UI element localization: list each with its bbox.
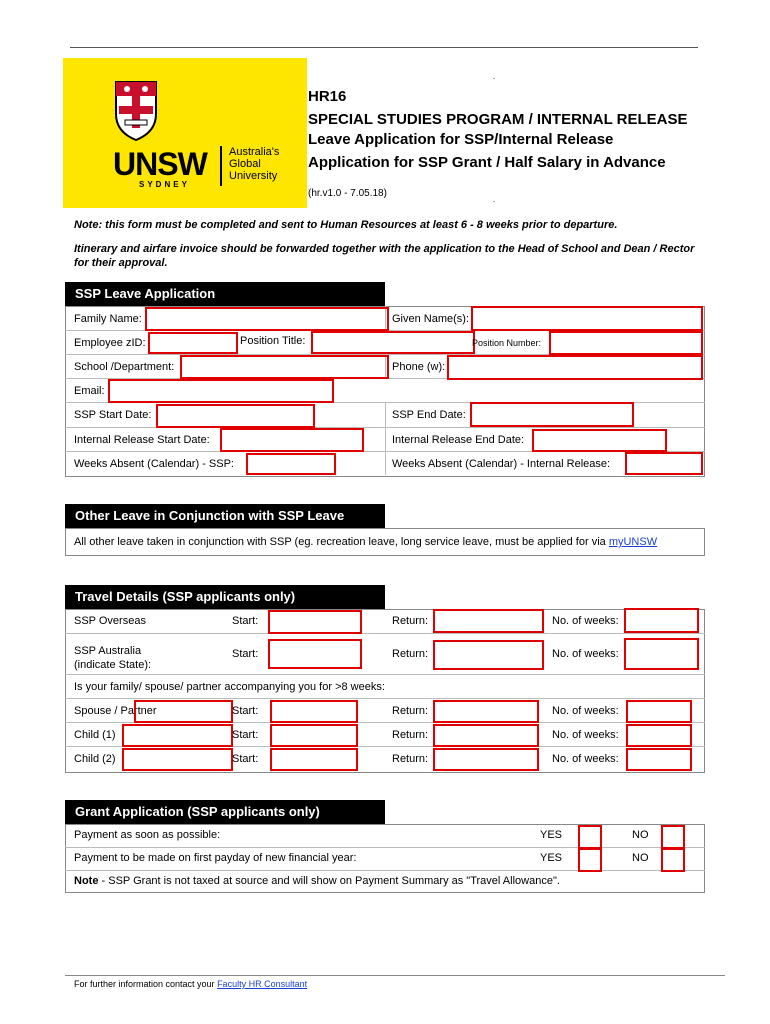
phone-field[interactable] — [447, 355, 703, 380]
ssp-australia-state-label: (indicate State): — [74, 659, 152, 671]
weeks-ssp-label: Weeks Absent (Calendar) - SSP: — [74, 458, 234, 470]
grant-tax-note: Note - SSP Grant is not taxed at source and will show on Payment Summary as "Travel Allowance". — [74, 875, 560, 887]
section-grant: Grant Application (SSP applicants only) — [65, 800, 385, 824]
ssp-australia-label: SSP Australia — [74, 645, 142, 657]
school-department-field[interactable] — [180, 355, 389, 379]
top-rule — [70, 47, 698, 48]
decor-dot: . — [493, 195, 496, 204]
payment-fy-yes-label: YES — [540, 852, 563, 864]
child2-name-field[interactable] — [122, 748, 233, 771]
position-title-label: Position Title: — [240, 335, 306, 347]
unsw-logo — [63, 58, 307, 208]
child2-weeks-label: No. of weeks: — [552, 753, 619, 765]
faculty-hr-link[interactable]: Faculty HR Consultant — [217, 979, 308, 989]
payment-asap-no-label: NO — [632, 829, 649, 841]
child2-start-label: Start: — [232, 753, 259, 765]
employee-zid-field[interactable] — [148, 332, 238, 354]
overseas-start-label: Start: — [232, 615, 259, 627]
given-names-label: Given Name(s): — [392, 313, 470, 325]
ssp-overseas-label: SSP Overseas — [74, 615, 146, 627]
australia-weeks-field[interactable] — [624, 638, 699, 670]
employee-zid-label: Employee zID: — [74, 337, 146, 349]
position-number-field[interactable] — [549, 331, 703, 355]
phone-label: Phone (w): — [392, 361, 446, 373]
row-divider — [65, 633, 705, 634]
form-title-2: Leave Application for SSP/Internal Release — [308, 131, 614, 148]
logo-wordmark: UNSW — [113, 146, 207, 182]
child1-start-label: Start: — [232, 729, 259, 741]
note-itinerary: Itinerary and airfare invoice should be forwarded together with the application to the Head of School and Dean / Rector for their approval. — [74, 243, 695, 269]
logo-city: SYDNEY — [139, 180, 190, 189]
ir-end-label: Internal Release End Date: — [392, 434, 525, 446]
crest-icon — [113, 80, 159, 142]
child2-return-field[interactable] — [433, 748, 539, 771]
spouse-start-field[interactable] — [270, 700, 358, 723]
school-department-label: School /Department: — [74, 361, 175, 373]
overseas-return-field[interactable] — [433, 609, 544, 633]
email-field[interactable] — [108, 379, 334, 403]
email-label: Email: — [74, 385, 105, 397]
other-leave-text: All other leave taken in conjunction with SSP (eg. recreation leave, long service leave, must be applied for via myUNSW — [74, 536, 658, 548]
child1-weeks-field[interactable] — [626, 724, 692, 747]
decor-dot: . — [493, 72, 496, 81]
ssp-end-field[interactable] — [470, 402, 634, 427]
row-divider — [65, 870, 705, 871]
overseas-weeks-field[interactable] — [624, 608, 699, 633]
weeks-ir-field[interactable] — [625, 452, 703, 475]
child1-name-field[interactable] — [122, 724, 233, 747]
col-divider — [385, 402, 386, 475]
form-code: HR16 — [308, 88, 347, 105]
spouse-weeks-field[interactable] — [626, 700, 692, 723]
payment-fy-yes-checkbox[interactable] — [578, 848, 602, 872]
australia-return-field[interactable] — [433, 640, 544, 670]
spouse-return-label: Return: — [392, 705, 429, 717]
family-name-field[interactable] — [145, 307, 389, 331]
section-ssp-leave: SSP Leave Application — [65, 282, 385, 306]
ir-start-label: Internal Release Start Date: — [74, 434, 210, 446]
payment-fy-no-checkbox[interactable] — [661, 848, 685, 872]
given-names-field[interactable] — [471, 306, 703, 331]
form-title-3: Application for SSP Grant / Half Salary in Advance — [308, 154, 666, 171]
payment-asap-yes-label: YES — [540, 829, 563, 841]
child1-label: Child (1) — [74, 729, 116, 741]
row-divider — [65, 847, 705, 848]
australia-start-label: Start: — [232, 648, 259, 660]
australia-return-label: Return: — [392, 648, 429, 660]
myunsw-link[interactable]: myUNSW — [608, 536, 658, 548]
child1-start-field[interactable] — [270, 724, 358, 747]
overseas-return-label: Return: — [392, 615, 429, 627]
child1-return-label: Return: — [392, 729, 429, 741]
section-other-leave: Other Leave in Conjunction with SSP Leave — [65, 504, 385, 528]
row-divider — [65, 674, 705, 675]
payment-asap-label: Payment as soon as possible: — [74, 829, 221, 841]
payment-asap-yes-checkbox[interactable] — [578, 825, 602, 849]
payment-asap-no-checkbox[interactable] — [661, 825, 685, 849]
ssp-end-label: SSP End Date: — [392, 409, 466, 421]
spouse-start-label: Start: — [232, 705, 259, 717]
note-deadline: Note: this form must be completed and sent to Human Resources at least 6 - 8 weeks prior to departure. — [74, 219, 618, 231]
logo-divider — [220, 146, 222, 186]
spouse-name-field[interactable] — [134, 700, 233, 723]
payment-fy-no-label: NO — [632, 852, 649, 864]
position-title-field[interactable] — [311, 331, 475, 354]
child1-weeks-label: No. of weeks: — [552, 729, 619, 741]
weeks-ssp-field[interactable] — [246, 453, 336, 475]
form-title-1: SPECIAL STUDIES PROGRAM / INTERNAL RELEASE — [308, 111, 688, 128]
child2-start-field[interactable] — [270, 748, 358, 771]
child1-return-field[interactable] — [433, 724, 539, 747]
spouse-return-field[interactable] — [433, 700, 539, 723]
row-divider — [65, 698, 705, 699]
footer-text: For further information contact your Faculty HR Consultant — [74, 979, 308, 989]
ir-end-field[interactable] — [532, 429, 667, 452]
weeks-ir-label: Weeks Absent (Calendar) - Internal Release: — [392, 458, 611, 470]
logo-tagline: Australia's Global University — [229, 146, 280, 182]
australia-weeks-label: No. of weeks: — [552, 648, 619, 660]
position-number-label: Position Number: — [472, 338, 542, 348]
ssp-start-label: SSP Start Date: — [74, 409, 152, 421]
payment-fy-label: Payment to be made on first payday of new financial year: — [74, 852, 357, 864]
australia-start-field[interactable] — [268, 639, 362, 669]
overseas-weeks-label: No. of weeks: — [552, 615, 619, 627]
footer-rule — [65, 975, 725, 976]
child2-weeks-field[interactable] — [626, 748, 692, 771]
overseas-start-field[interactable] — [268, 610, 362, 634]
spouse-label: Spouse / Partner — [74, 705, 157, 717]
child2-label: Child (2) — [74, 753, 116, 765]
family-name-label: Family Name: — [74, 313, 142, 325]
section-travel: Travel Details (SSP applicants only) — [65, 585, 385, 609]
ir-start-field[interactable] — [220, 428, 364, 452]
spouse-weeks-label: No. of weeks: — [552, 705, 619, 717]
ssp-start-field[interactable] — [156, 404, 315, 428]
family-question: Is your family/ spouse/ partner accompanying you for >8 weeks: — [74, 681, 385, 693]
form-version: (hr.v1.0 - 7.05.18) — [308, 188, 387, 199]
child2-return-label: Return: — [392, 753, 429, 765]
